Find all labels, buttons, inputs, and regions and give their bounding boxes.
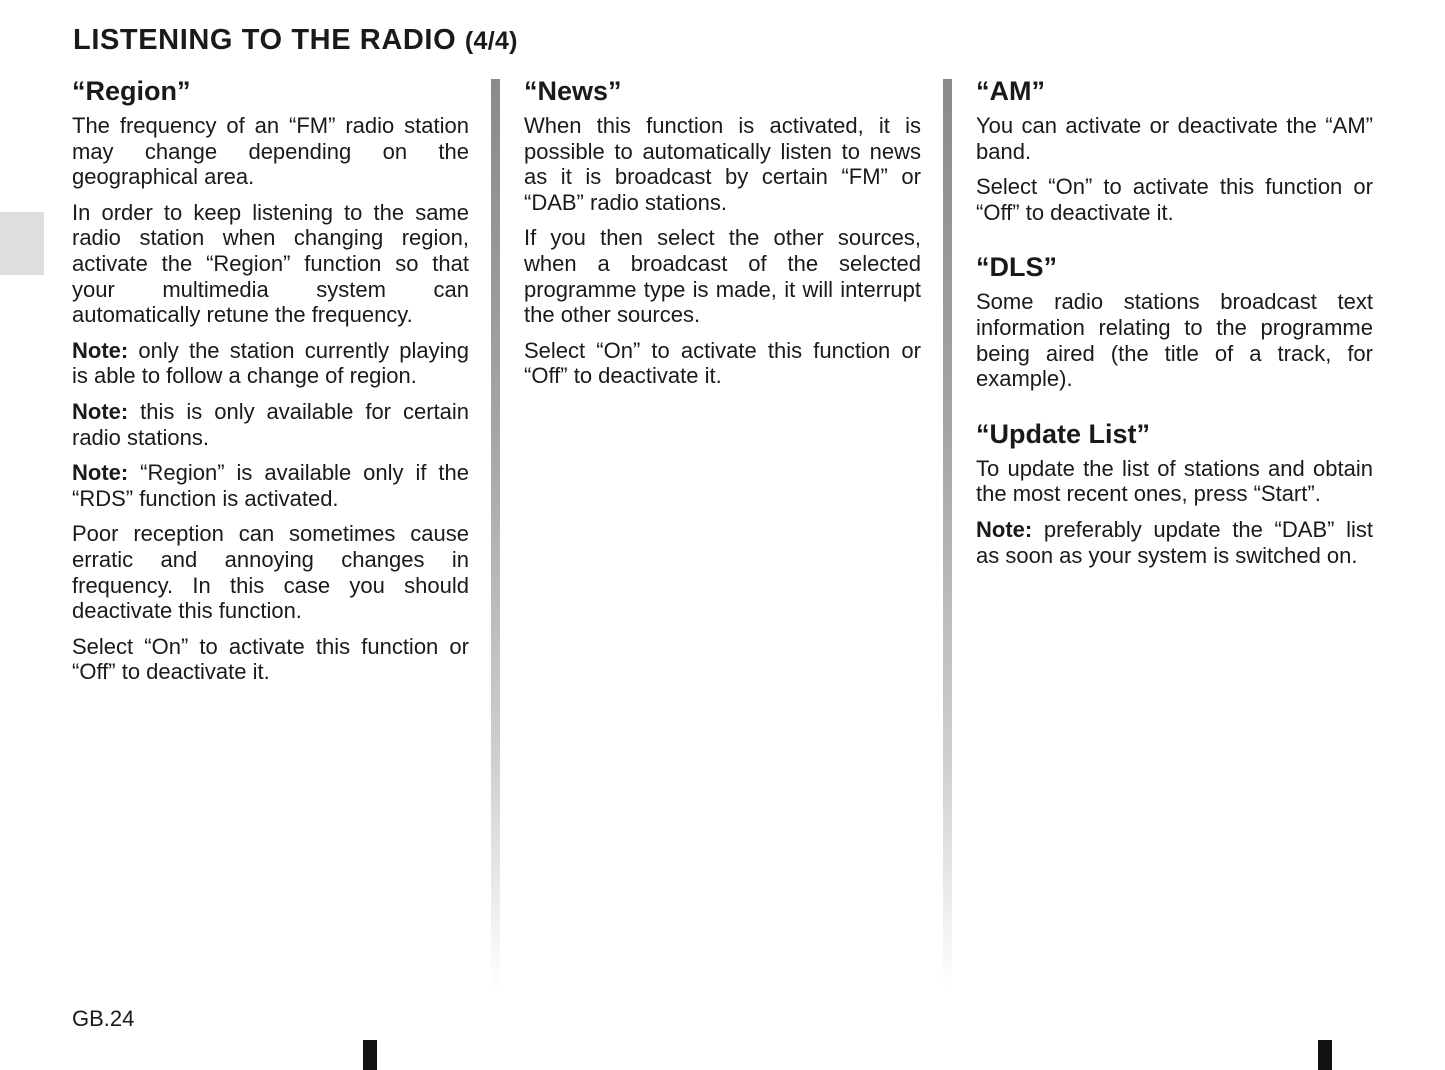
column-divider <box>943 79 952 989</box>
am-paragraph-1: You can activate or deactivate the “AM” band. <box>976 113 1373 164</box>
region-paragraph-1: The frequency of an “FM” radio station may change depending on the geographical area. <box>72 113 469 190</box>
note-label: Note: <box>976 516 1033 542</box>
news-heading: “News” <box>524 76 622 106</box>
region-note-1-text: only the station currently playing is able to follow a change of region. <box>72 337 469 389</box>
region-note-1 <box>72 338 469 389</box>
note-label: Note: <box>72 460 129 486</box>
region-paragraph-2: In order to keep listening to the same radio station when changing region, activate the “Region” function so that your multimedia system can automatically retune the frequency. <box>72 199 469 328</box>
update-list-note-text: preferably update the “DAB” list as soon as your system is switched on. <box>976 516 1373 568</box>
am-dls-update-section <box>976 74 1373 578</box>
update-list-heading: “Update List” <box>976 418 1151 449</box>
region-heading: “Region” <box>72 76 191 106</box>
page-title-part: (4/4) <box>464 27 518 55</box>
region-note-2 <box>72 399 469 450</box>
region-note-3 <box>72 460 469 511</box>
dls-heading: “DLS” <box>976 252 1057 283</box>
update-list-paragraph-1: To update the list of stations and obtain the most recent ones, press “Start”. <box>976 455 1373 507</box>
am-heading: “AM” <box>976 76 1045 106</box>
news-paragraph-2: If you then select the other sources, when a broadcast of the selected programme type is made, it will interrupt the other sources. <box>524 225 921 328</box>
am-paragraph-2: Select “On” to activate this function or “Off” to deactivate it. <box>976 174 1373 225</box>
note-label: Note: <box>72 337 129 363</box>
news-paragraph-3: Select “On” to activate this function or “Off” to deactivate it. <box>524 337 921 389</box>
dls-paragraph-1: Some radio stations broadcast text information relating to the programme being aired (the title of a track, for example). <box>976 289 1373 392</box>
news-paragraph-1: When this function is activated, it is possible to automatically listen to news as it is broadcast by certain “FM” or “DAB” radio stations. <box>524 113 921 215</box>
region-note-2-text: this is only available for certain radio stations. <box>72 398 469 450</box>
update-list-note <box>976 517 1373 568</box>
region-section <box>72 74 469 695</box>
region-paragraph-4: Select “On” to activate this function or “Off” to deactivate it. <box>72 633 469 685</box>
page-number: GB.24 <box>72 1006 135 1031</box>
section-tab-marker <box>0 212 44 275</box>
news-section <box>524 74 921 399</box>
page-title-text: LISTENING TO THE RADIO <box>73 24 457 56</box>
crop-mark <box>1318 1040 1332 1070</box>
crop-mark <box>363 1040 377 1070</box>
column-divider <box>491 79 500 989</box>
region-note-3-text: “Region” is available only if the “RDS” function is activated. <box>72 460 469 511</box>
note-label: Note: <box>72 398 129 424</box>
page-title <box>73 24 518 57</box>
region-paragraph-3: Poor reception can sometimes cause erratic and annoying changes in frequency. In this case you should deactivate this function. <box>72 521 469 624</box>
